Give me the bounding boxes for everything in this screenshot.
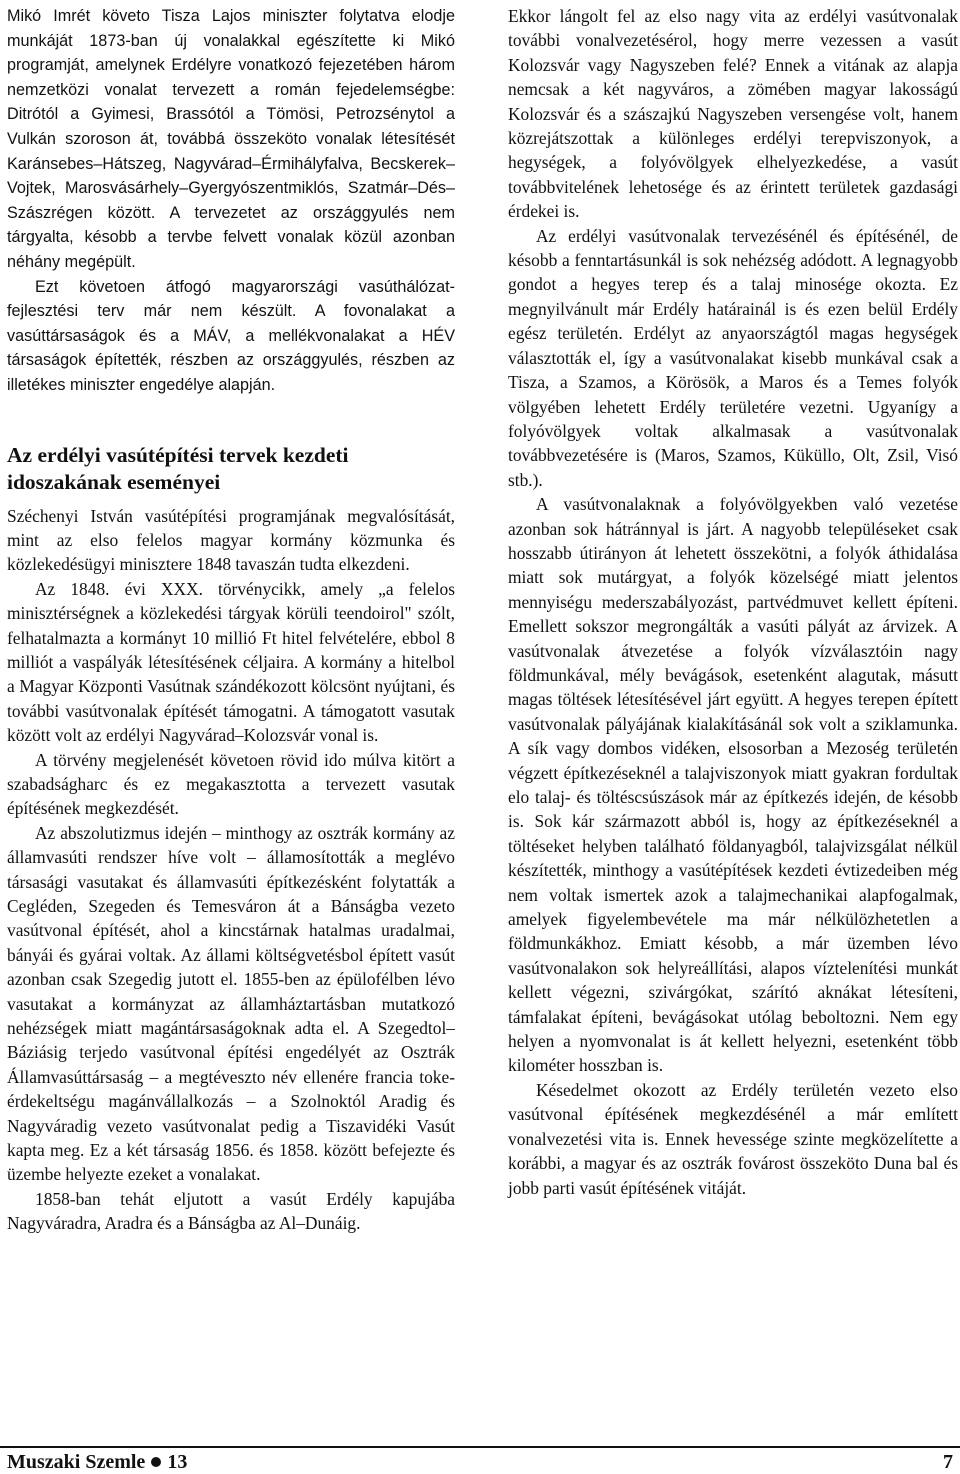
footer-journal — [7, 1451, 187, 1474]
right-column — [508, 4, 958, 1200]
paragraph: Késedelmet okozott az Erdély területén vezeto elso vasútvonal építésének megkezdésénél a már említett vonalvezetési vita is. Ennek hevessége szinte megközelítette a korábbi, a magyar és az osztrák fovárost összeköto Duna bal és jobb parti vasút építésének vitáját. — [508, 1079, 958, 1198]
paragraph: Az abszolutizmus idején – minthogy az osztrák kormány az államvasúti rendszer híve volt – államosították a meglévo társasági vasutakat és államvasúti építkezésként folytatták a Cegléden, Szegeden és Temesváron át a Bánságba vezeto vasútvonal építését, ahol a kincstárnak hatalmas uradalmai, bányái és gyárai voltak. Az állami költségvetésbol épített vasút azonban csak Szegedig jutott el. 1855-ben az épülofélben lévo vasutakat a kormányzat az államháztartásban mutatkozó nehézségek miatt magántársaságoknak adta el. A Szegedtol–Báziásig terjedo vasútvonal építési engedélyét az Osztrák Államvasúttársaság – a megtéveszto név ellenére francia toke-érdekeltségu magánvállalkozás – a Szolnoktól Aradig és Nagyváradig vezeto vasútvonalat pedig a Tiszavidéki Vasút kapta meg. Ez a két társaság 1856. és 1858. között befejezte és üzembe helyezte ezeket a vonalakat. — [7, 822, 455, 1185]
footer-divider — [0, 1446, 960, 1448]
paragraph: Ekkor lángolt fel az elso nagy vita az erdélyi vasútvonalak további vonalvezetésérol, hogy merre vezessen a vasút Kolozsvár vagy Nagyszeben felé? Ennek a vitának az alapja nemcsak a két nagyváros, a zömében magyar lakosságú Kolozsvár és a szászajkú Nagyszeben versengése volt, hanem közrejátszottak a különleges erdélyi terepviszonyok, a hegységek, a folyóvölgyek elhelyezkedése, a vasút továbbvitelének lehetosége és az érintett területek gazdasági érdekei is. — [508, 6, 958, 222]
journal-title: Muszaki Szemle — [7, 1451, 146, 1473]
paragraph: Az 1848. évi XXX. törvénycikk, amely „a felelos minisztérségnek a közlekedési tárgyak körüli teendoirol" szólt, felhatalmazta a kormányt 10 millió Ft hitel felvételére, ebbol 8 milliót a vaspályák létesítésének céljaira. A kormány a hitelbol a Magyar Központi Vasútnak szándékozott kölcsönt nyújtani, és további vasútvonalak építését támogatni. A támogatott vasutak között volt az erdélyi Nagyvárad–Kolozsvár vonal is. — [7, 578, 455, 746]
paragraph: Széchenyi István vasútépítési programjának megvalósítását, mint az elso felelos magyar kormány közmunka és közlekedésügyi minisztere 1848 tavaszán tudta elkezdeni. — [7, 505, 455, 575]
paragraph: A vasútvonalaknak a folyóvölgyekben való vezetése azonban sok hátránnyal is járt. A nagyobb településeket csak hosszabb útirányon át lehetett összekötni, a folyók áthidalása miatt sok mutárgyat, a folyók közelségé miatt jelentos mennyiségu mederszabályozást, partvédmuvet kellett építeni. Emellett sokszor megrongálták a vasúti pályát az árvizek. A vasútvonalak átvezetése a folyók vízválasztóin nagy földmunkával, mély bevágások, esetenként alagutak, másutt magas töltések létesítésével járt együtt. A hegyes terepen épített vasútvonalak pályájának kialakításánál sok volt a sziklamunka. A sík vagy dombos vidéken, elsosorban a Mezoség területén végzett építkezéseknél a talajviszonyok miatt gyakran fordultak elo talaj- és töltéscsúszások már az építkezés idején, de késobb is. Sok kár származott abból is, hogy az építkezéseknél a töltéseket helyben található földanyagból, talajvizsgálat nélkül készítették, minthogy a vasútépítések kezdeti évtizedeiben még nem voltak ismertek azok a talajmechanikai alapfogalmak, amelyek figyelembevétele ma már nélkülözhetetlen a földmunkákhoz. Emiatt késobb, a már üzemben lévo vasútvonalakon sok helyreállítási, alapos víztelenítési munkát kellett végezni, szivárgókat, szárító aknákat létesíteni, támfalakat építeni, bevágásokat utólag beboltozni. Nem egy helyen a nyomvonalat is át kellett helyezni, esetenként több kilométer hosszban is. — [508, 494, 958, 1076]
section-heading: Az erdélyi vasútépítési tervek kezdeti idoszakának eseményei — [7, 442, 349, 494]
paragraph: A törvény megjelenését követoen rövid ido múlva kitört a szabadságharc és ez megakasztotta a tervezett vasutak építésének megkezdését. — [7, 749, 455, 819]
page-number: 7 — [943, 1451, 953, 1473]
paragraph: Az erdélyi vasútvonalak tervezésénél és építésénél, de késobb a fenntartásunkál is sok nehézség adódott. A legnagyobb gondot a hegyes terep és a talaj minosége okozta. Ez megnyilvánult már Erdély határainál is és ezen belül Erdély egész területén. Erdélyt az anyaországtól magas hegységek választották el, így a vasútvonalakat kisebb munkával csak a Tisza, a Szamos, a Körösök, a Maros és a Temes folyók völgyében lehetett Erdély területére vezetni. Ugyanígy a folyóvölgyek voltak alkalmasak a vasútvonalak továbbvezetésére is (Maros, Szamos, Küküllo, Olt, Zsil, Visó stb.). — [508, 225, 958, 490]
paragraph: Mikó Imrét követo Tisza Lajos miniszter folytatva elodje munkáját 1873-ban új vonalakkal egészítette ki Mikó programját, amelynek Erdélyre vonatkozó fejezetében három nemzetközi vonalat tervezett a román fejedelemségbe: Ditrótól a Gyimesi, Brassótól a Tömösi, Petrozsénytol a Vulkán szoroson át, továbbá összeköto vonalak létesítését Karánsebes–Hátszeg, Nagyvárad–Érmihályfalva, Becskerek–Vojtek, Marosvásárhely–Gyergyószentmiklós, Szatmár–Dés–Szászrégen között. A tervezetet az országgyulés nem tárgyalta, késobb a tervbe felvett vonalak közül azonban néhány megépült. — [7, 7, 455, 271]
paragraph: Ezt követoen átfogó magyarországi vasúthálózat-fejlesztési terv már nem készült. A fovonalakat a vasúttársaságok és a MÁV, a mellékvonalakat a HÉV társaságok építették, részben az országgyulés, részben az illetékes miniszter engedélye alapján. — [7, 277, 455, 394]
bullet-icon — [151, 1457, 161, 1467]
issue-number: 13 — [167, 1451, 188, 1473]
paragraph: 1858-ban tehát eljutott a vasút Erdély kapujába Nagyváradra, Aradra és a Bánságba az Al–Dunáig. — [7, 1188, 455, 1234]
left-column — [7, 4, 455, 1236]
